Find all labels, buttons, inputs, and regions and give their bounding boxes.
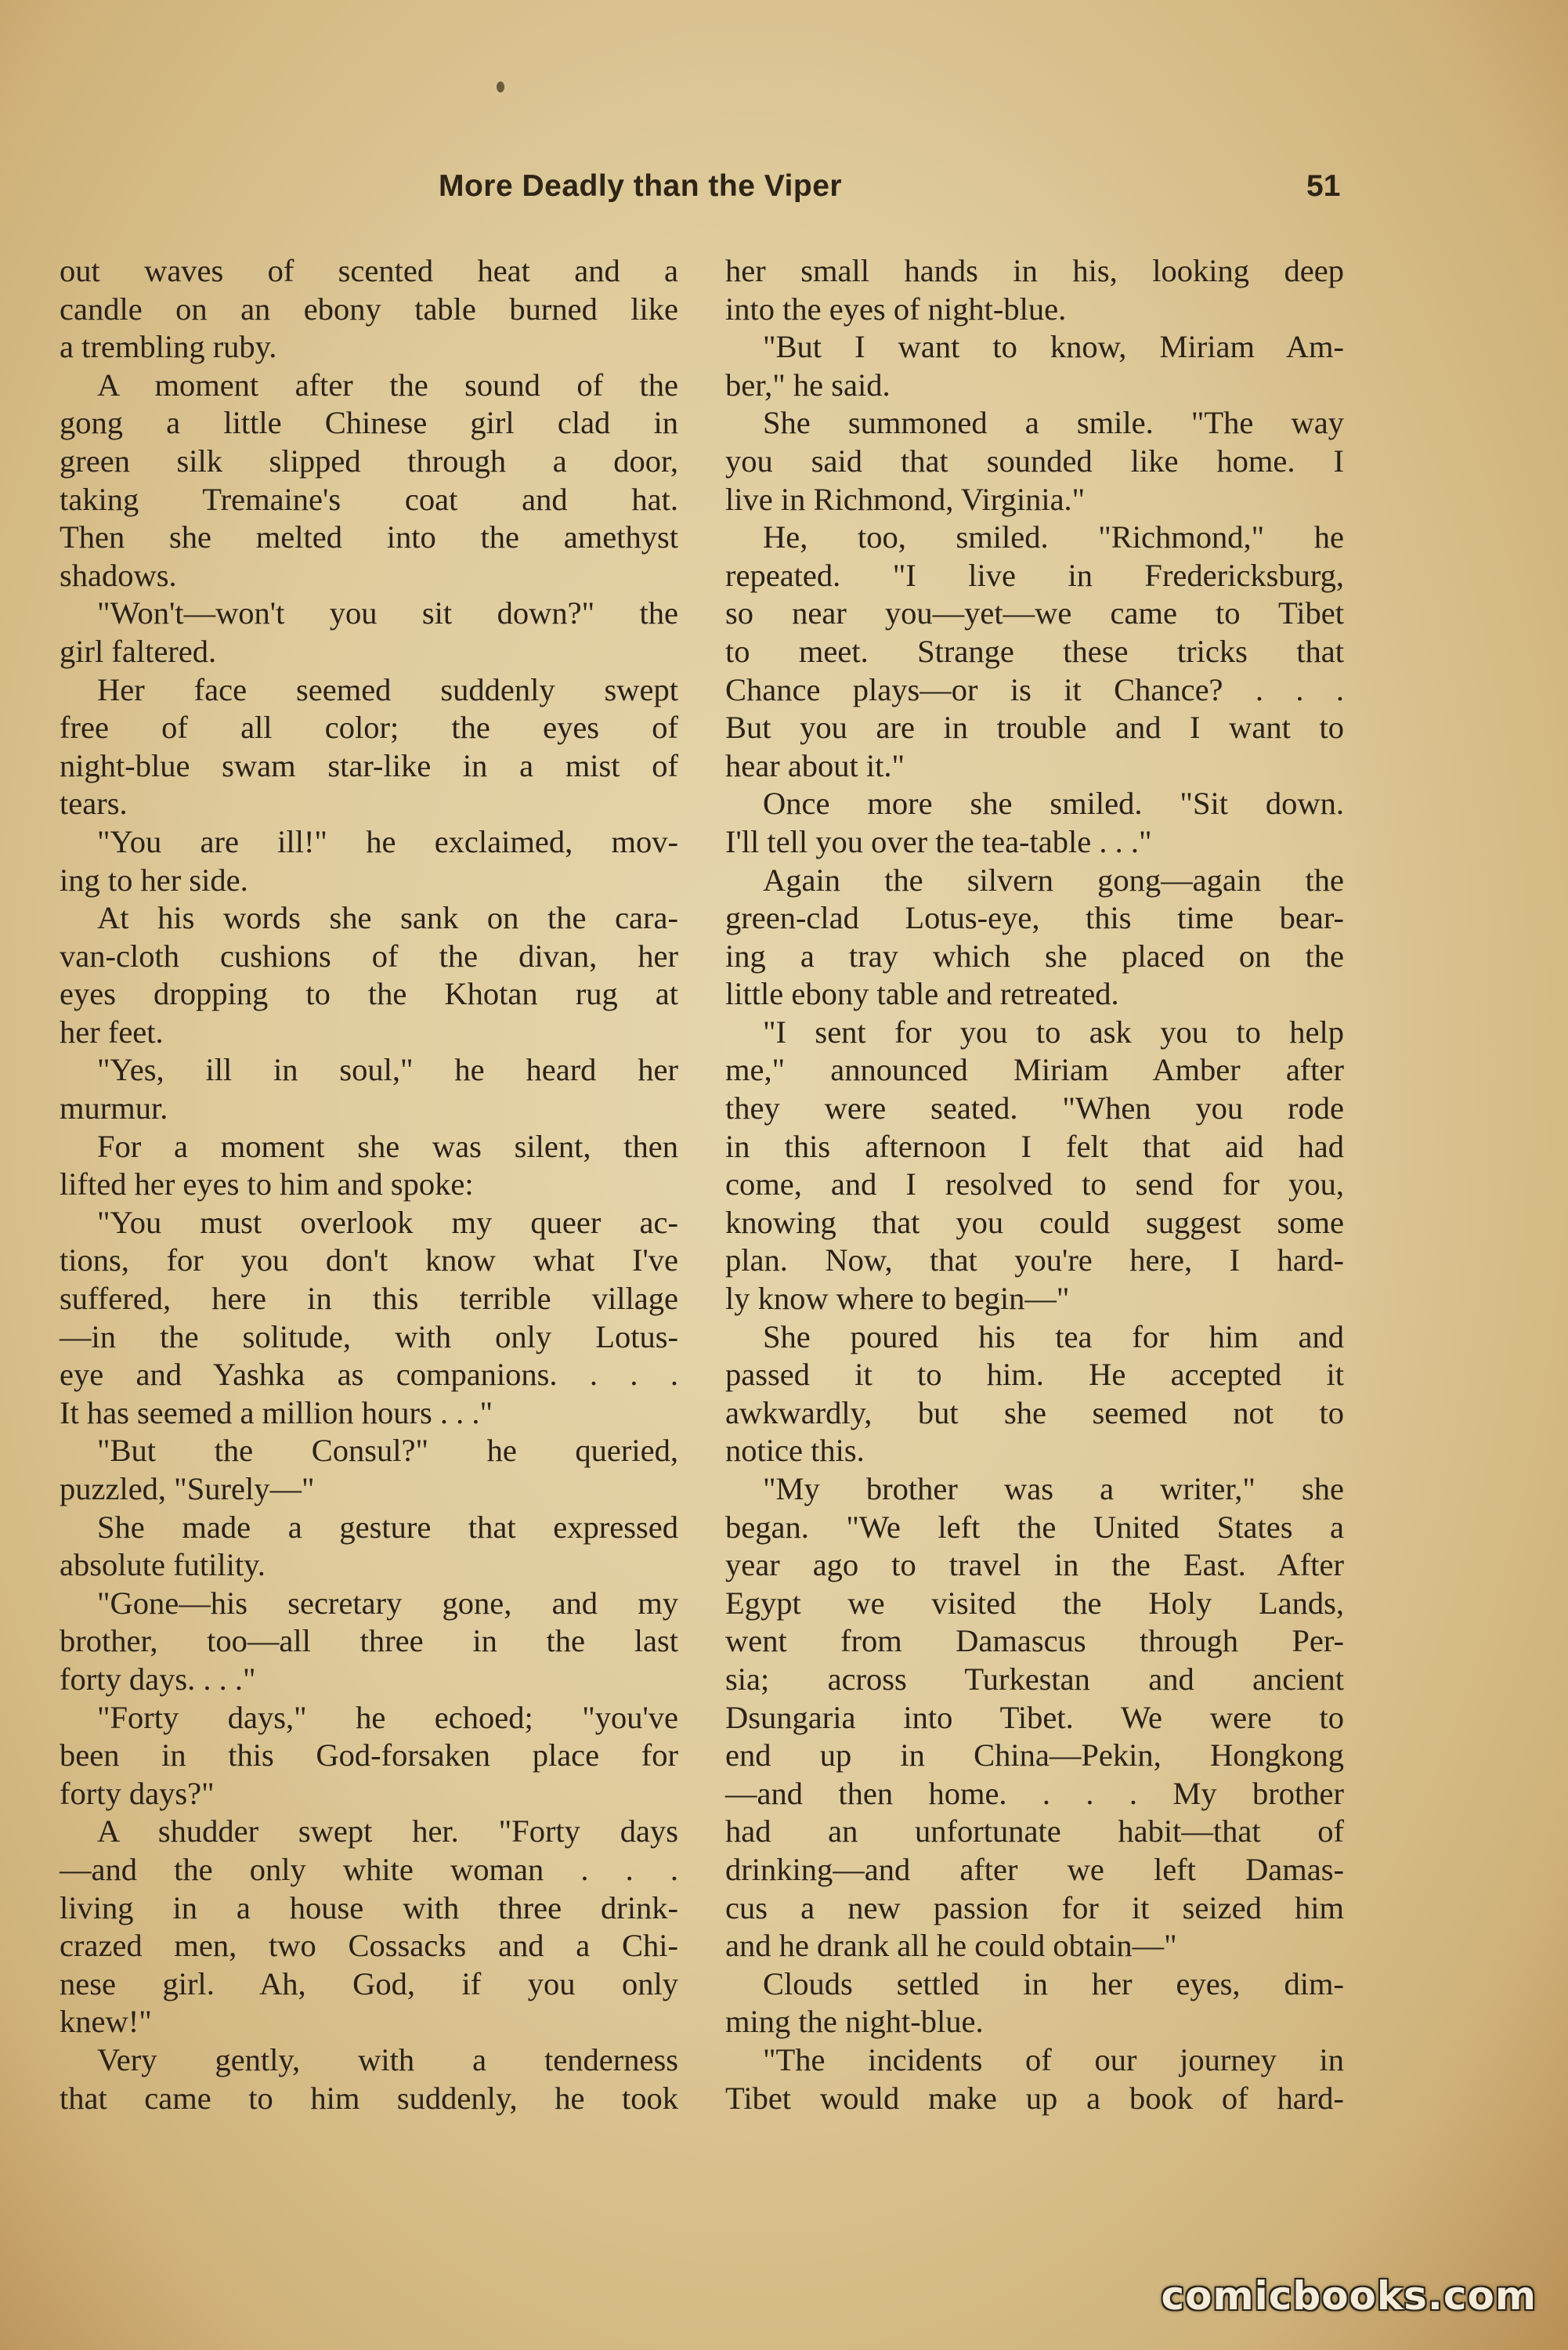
- text-line: a trembling ruby.: [60, 329, 277, 365]
- running-header-title: More Deadly than the Viper: [439, 169, 843, 203]
- text-line: live in Richmond, Virginia.": [725, 481, 1086, 517]
- text-line: At his words she sank on the cara-: [97, 900, 678, 936]
- text-line: van-cloth cushions of the divan, her: [60, 938, 678, 974]
- text-line: For a moment she was silent, then: [97, 1128, 678, 1164]
- text-line: eye and Yashka as companions. . . .: [60, 1357, 678, 1393]
- text-line: —and then home. . . . My brother: [725, 1775, 1344, 1811]
- text-line: lifted her eyes to him and spoke:: [60, 1166, 474, 1202]
- text-line: —in the solitude, with only Lotus-: [60, 1318, 678, 1354]
- text-line: and he drank all he could obtain—": [725, 1928, 1177, 1964]
- text-line: He, too, smiled. "Richmond," he: [763, 519, 1344, 555]
- text-line: "But the Consul?" he queried,: [97, 1433, 678, 1469]
- text-line: She poured his tea for him and: [763, 1318, 1344, 1354]
- text-line: Again the silvern gong—again the: [763, 862, 1344, 898]
- text-line: absolute futility.: [60, 1547, 266, 1583]
- text-line: tears.: [60, 786, 128, 822]
- text-line: ly know where to begin—": [725, 1281, 1070, 1317]
- text-line: night-blue swam star-like in a mist of: [60, 747, 678, 783]
- text-line: murmur.: [60, 1090, 168, 1126]
- text-line: in this afternoon I felt that aid had: [725, 1128, 1344, 1164]
- text-line: "You must overlook my queer ac-: [97, 1204, 678, 1240]
- text-line: come, and I resolved to send for you,: [725, 1166, 1344, 1202]
- text-line: eyes dropping to the Khotan rug at: [60, 976, 678, 1012]
- text-line: her small hands in his, looking deep: [725, 253, 1344, 288]
- text-line: repeated. "I live in Fredericksburg,: [725, 557, 1344, 593]
- text-line: I'll tell you over the tea-table . . .": [725, 823, 1152, 859]
- text-line: tions, for you don't know what I've: [60, 1242, 678, 1278]
- text-line: brother, too—all three in the last: [60, 1623, 678, 1659]
- text-line: ing a tray which she placed on the: [725, 938, 1344, 974]
- text-line: Egypt we visited the Holy Lands,: [725, 1585, 1344, 1621]
- text-line: little ebony table and retreated.: [725, 976, 1119, 1012]
- text-line: "But I want to know, Miriam Am-: [763, 329, 1344, 365]
- text-line: had an unfortunate habit—that of: [725, 1813, 1344, 1849]
- text-line: me," announced Miriam Amber after: [725, 1052, 1344, 1088]
- text-line: knowing that you could suggest some: [725, 1204, 1344, 1240]
- right-text-column: [725, 252, 1344, 2117]
- text-line: She made a gesture that expressed: [97, 1509, 678, 1545]
- text-line: free of all color; the eyes of: [60, 710, 678, 746]
- text-line: began. "We left the United States a: [725, 1509, 1344, 1545]
- text-line: It has seemed a million hours . . .": [60, 1394, 493, 1430]
- page-number: 51: [1306, 169, 1341, 203]
- text-line: candle on an ebony table burned like: [60, 291, 678, 327]
- text-line: to meet. Strange these tricks that: [725, 633, 1344, 669]
- text-line: "You are ill!" he exclaimed, mov-: [97, 823, 678, 859]
- text-line: went from Damascus through Per-: [725, 1623, 1344, 1659]
- text-line: they were seated. "When you rode: [725, 1090, 1344, 1126]
- text-line: "Forty days," he echoed; "you've: [97, 1699, 678, 1735]
- text-line: Once more she smiled. "Sit down.: [763, 786, 1344, 822]
- text-line: Dsungaria into Tibet. We were to: [725, 1699, 1344, 1735]
- text-line: —and the only white woman . . .: [60, 1851, 678, 1887]
- text-line: forty days. . . .": [60, 1661, 256, 1697]
- text-line: plan. Now, that you're here, I hard-: [725, 1242, 1344, 1278]
- text-line: "Yes, ill in soul," he heard her: [97, 1052, 678, 1088]
- text-line: She summoned a smile. "The way: [763, 405, 1344, 441]
- text-line: girl faltered.: [60, 633, 217, 669]
- left-text-column: [60, 252, 678, 2117]
- text-line: gong a little Chinese girl clad in: [60, 405, 678, 441]
- text-line: green-clad Lotus-eye, this time bear-: [725, 900, 1344, 936]
- text-line: into the eyes of night-blue.: [725, 291, 1067, 327]
- text-line: A moment after the sound of the: [97, 367, 678, 403]
- text-line: cus a new passion for it seized him: [725, 1889, 1344, 1925]
- text-line: Chance plays—or is it Chance? . . .: [725, 671, 1344, 707]
- text-line: you said that sounded like home. I: [725, 443, 1344, 479]
- text-line: "Won't—won't you sit down?" the: [97, 595, 678, 631]
- text-line: been in this God-forsaken place for: [60, 1737, 678, 1773]
- text-line: Clouds settled in her eyes, dim-: [763, 1965, 1344, 2001]
- text-line: green silk slipped through a door,: [60, 443, 678, 479]
- text-line: ming the night-blue.: [725, 2004, 984, 2040]
- text-line: that came to him suddenly, he took: [60, 2080, 678, 2116]
- text-line: year ago to travel in the East. After: [725, 1547, 1344, 1583]
- text-line: suffered, here in this terrible village: [60, 1281, 678, 1317]
- text-line: forty days?": [60, 1775, 215, 1811]
- text-line: end up in China—Pekin, Hongkong: [725, 1737, 1344, 1773]
- text-line: her feet.: [60, 1014, 164, 1050]
- text-line: "The incidents of our journey in: [763, 2041, 1344, 2077]
- text-line: Then she melted into the amethyst: [60, 519, 678, 555]
- text-line: taking Tremaine's coat and hat.: [60, 481, 678, 517]
- text-line: crazed men, two Cossacks and a Chi-: [60, 1928, 678, 1964]
- text-line: A shudder swept her. "Forty days: [97, 1813, 678, 1849]
- text-line: Her face seemed suddenly swept: [97, 671, 678, 707]
- text-line: ing to her side.: [60, 862, 248, 898]
- ink-speck: [497, 81, 504, 92]
- text-line: drinking—and after we left Damas-: [725, 1851, 1344, 1887]
- text-line: hear about it.": [725, 747, 905, 783]
- text-line: Very gently, with a tenderness: [97, 2041, 678, 2077]
- text-line: shadows.: [60, 557, 177, 593]
- text-line: so near you—yet—we came to Tibet: [725, 595, 1344, 631]
- text-line: "I sent for you to ask you to help: [763, 1014, 1344, 1050]
- text-line: out waves of scented heat and a: [60, 253, 678, 288]
- text-line: Tibet would make up a book of hard-: [725, 2080, 1344, 2116]
- text-line: puzzled, "Surely—": [60, 1471, 315, 1506]
- text-line: sia; across Turkestan and ancient: [725, 1661, 1344, 1697]
- text-line: But you are in trouble and I want to: [725, 710, 1344, 746]
- text-line: living in a house with three drink-: [60, 1889, 678, 1925]
- text-line: ber," he said.: [725, 367, 891, 403]
- text-line: "Gone—his secretary gone, and my: [97, 1585, 678, 1621]
- text-line: awkwardly, but she seemed not to: [725, 1394, 1344, 1430]
- site-watermark: comicbooks.com: [1161, 2273, 1537, 2319]
- text-line: "My brother was a writer," she: [763, 1471, 1344, 1506]
- text-line: passed it to him. He accepted it: [725, 1357, 1344, 1393]
- text-line: nese girl. Ah, God, if you only: [60, 1965, 678, 2001]
- text-line: knew!": [60, 2004, 152, 2040]
- text-line: notice this.: [725, 1433, 865, 1469]
